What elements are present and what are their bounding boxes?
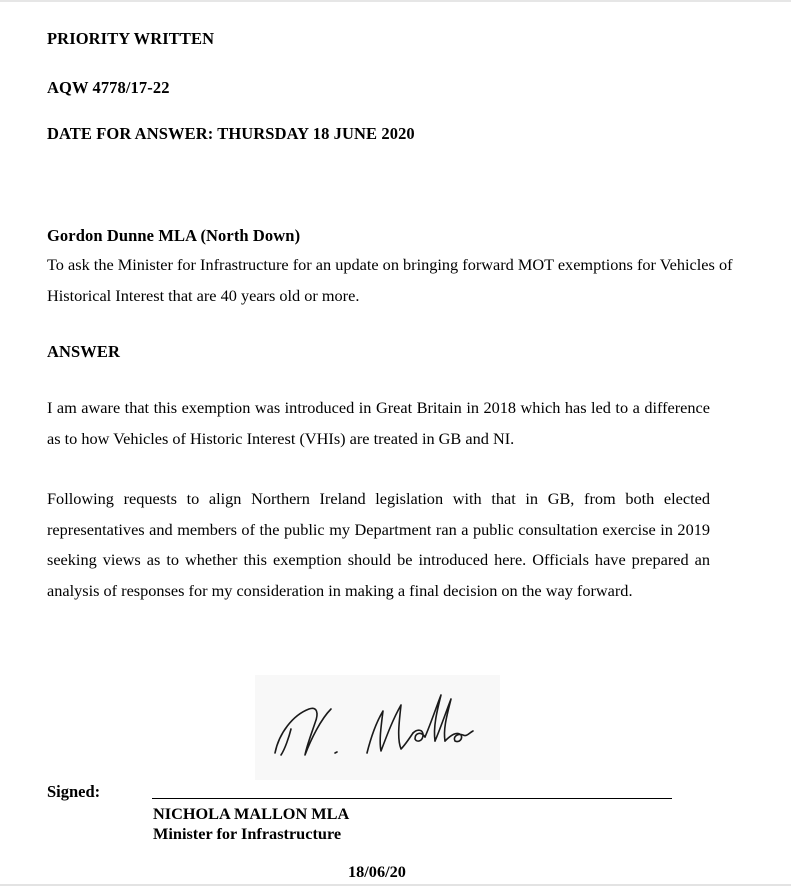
signer-title: Minister for Infrastructure (153, 824, 342, 843)
answer-paragraph-1: I am aware that this exemption was introduced in Great Britain in 2018 which has led to a difference as to how Vehicles of Historic Interest (VHIs) are treated in GB and NI. (47, 398, 710, 448)
bottom-divider (0, 884, 791, 886)
answer-heading: ANSWER (47, 342, 121, 361)
asker-name: Gordon Dunne MLA (North Down) (47, 226, 301, 245)
priority-heading: PRIORITY WRITTEN (47, 29, 215, 48)
signed-label: Signed: (47, 782, 101, 801)
question-reference: AQW 4778/17-22 (47, 78, 170, 97)
signature-image (255, 675, 500, 780)
date-for-answer: DATE FOR ANSWER: THURSDAY 18 JUNE 2020 (47, 124, 415, 143)
answer-paragraph-2: Following requests to align Northern Ireland legislation with that in GB, from both elected representatives and members of the public my Department ran a public consultation exercise in 2019 seeking views as to whether this exemption should be introduced here. Officials have prepared an analysis of responses for my consideration in making a final decision on the way forward. (47, 489, 710, 601)
question-text: To ask the Minister for Infrastructure for an update on bringing forward MOT exemptions for Vehicles of Historical Interest that are 40 years old or more. (47, 255, 733, 305)
top-divider (0, 0, 791, 2)
signature-line (152, 798, 672, 799)
handwritten-signature (255, 675, 500, 780)
signer-name: NICHOLA MALLON MLA (153, 804, 350, 823)
signature-date: 18/06/20 (348, 862, 406, 881)
